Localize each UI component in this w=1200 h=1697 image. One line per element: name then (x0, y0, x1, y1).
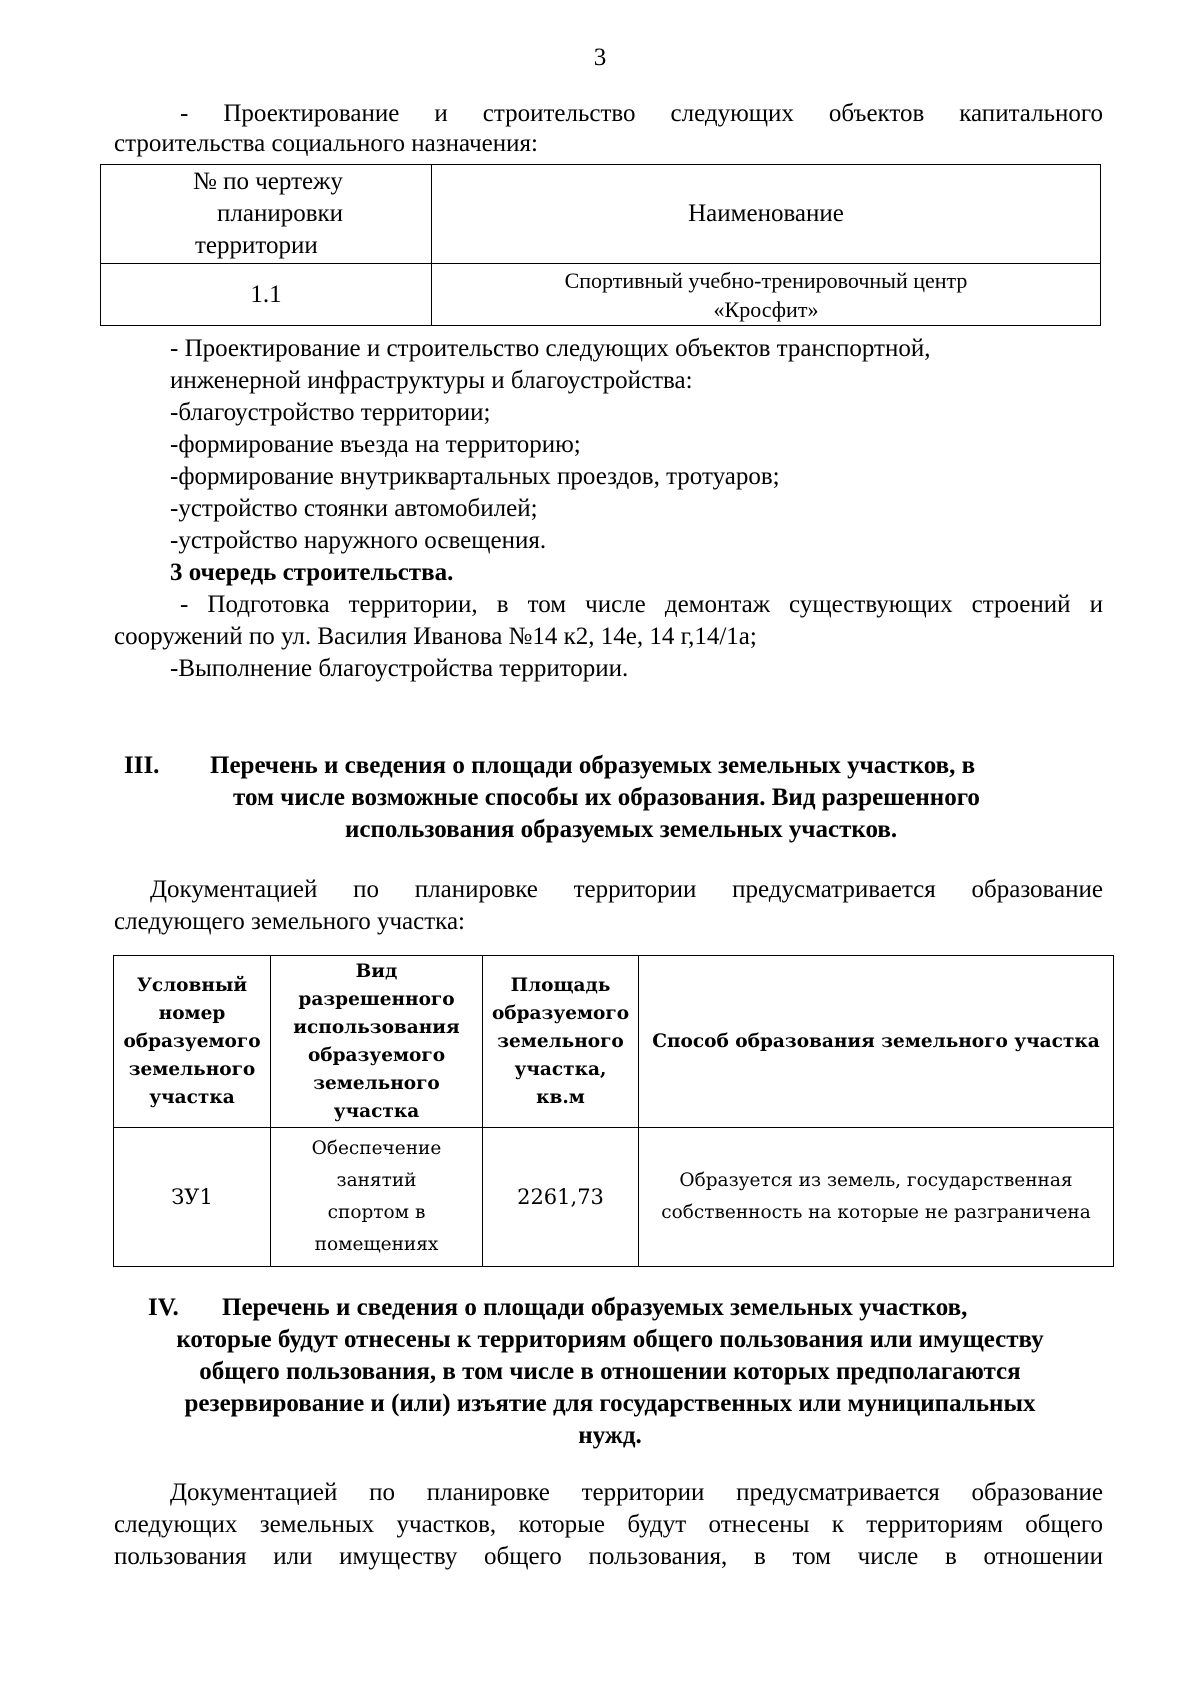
list-item: -благоустройство территории; (170, 399, 491, 426)
header-col1-line: № по чертежу (193, 168, 343, 195)
cell-permitted-use (271, 1128, 483, 1267)
list-item: - Проектирование и строительство следующих объектов транспортной, (170, 335, 931, 362)
section4-paragraph-line: пользования или имуществу общего пользования, в том числе в отношении (114, 1543, 1103, 1570)
list-item: инженерной инфраструктуры и благоустройства: (170, 367, 693, 394)
land-plots-table-header (114, 956, 1114, 1128)
objects-table-row (101, 264, 1101, 326)
cell-name-line: «Кросфит» (713, 296, 819, 322)
header-permitted-use (271, 956, 483, 1128)
intro-line-2: строительства социального назначения: (114, 130, 538, 157)
header-line: образуемого (307, 1044, 446, 1066)
cell-name (432, 264, 1101, 326)
section3-title-line: использования образуемых земельных участков. (345, 816, 898, 843)
header-line: участка (333, 1100, 420, 1122)
header-drawing-number (101, 165, 432, 264)
header-line: Условный (136, 974, 248, 996)
stage3-paragraph-line-2: сооружений по ул. Василия Иванова №14 к2, 14е, 14 г,14/1а; (114, 623, 757, 650)
header-col1-line: территории (195, 232, 318, 259)
cell-line: собственность на которые не разграничена (661, 1202, 1091, 1223)
stage3-paragraph-2: -Выполнение благоустройства территории. (170, 655, 629, 682)
cell-line: занятий (336, 1170, 417, 1191)
header-line: кв.м (536, 1086, 585, 1108)
section4-title-line-1: Перечень и сведения о площади образуемых земельных участков, (222, 1294, 968, 1321)
section3-paragraph-line-2: следующего земельного участка: (114, 908, 465, 935)
cell-line: помещениях (314, 1234, 439, 1255)
header-line: Площадь (510, 974, 611, 996)
header-plot-number (114, 956, 271, 1128)
land-plots-table (113, 955, 1114, 1267)
cell-area: 2261,73 (483, 1128, 639, 1267)
objects-table-header (101, 165, 1101, 264)
cell-line: спортом в (327, 1202, 426, 1223)
header-method (639, 956, 1114, 1128)
header-line: земельного (497, 1030, 624, 1052)
header-line: разрешенного (298, 988, 455, 1010)
header-col1-line: планировки (217, 200, 344, 227)
list-item: -устройство стоянки автомобилей; (170, 495, 538, 522)
header-name: Наименование (432, 165, 1101, 264)
section4-title-line: которые будут отнесены к территориям общего пользования или имуществу (176, 1326, 1044, 1353)
header-line: образуемого (491, 1002, 630, 1024)
cell-number: 1.1 (101, 264, 432, 326)
section4-paragraph-line: Документацией по планировке территории предусматривается образование (170, 1479, 1103, 1506)
section4-title-line: общего пользования, в том числе в отношении которых предполагаются (199, 1358, 1021, 1385)
header-line: участка, (514, 1058, 607, 1080)
cell-line: Образуется из земель, государственная (679, 1170, 1073, 1191)
header-line: земельного (128, 1058, 256, 1080)
list-item: -формирование внутриквартальных проездов, тротуаров; (170, 463, 780, 490)
section3-title-line: Перечень и сведения о площади образуемых земельных участков, в (210, 752, 976, 779)
objects-table (100, 164, 1101, 326)
list-item: -формирование въезда на территорию; (170, 431, 581, 458)
header-line: образуемого (123, 1030, 261, 1052)
header-line: Способ образования земельного участка (652, 1030, 1100, 1052)
stage3-paragraph-line-1: - Подготовка территории, в том числе демонтаж существующих строений и (180, 591, 1103, 618)
header-line: участка (149, 1086, 235, 1108)
intro-line-1: - Проектирование и строительство следующих объектов капитального (180, 100, 1103, 127)
section4-title-line: нужд. (578, 1422, 642, 1449)
header-line: земельного (313, 1072, 440, 1094)
section4-title-line: резервирование и (или) изъятие для государственных или муниципальных (184, 1390, 1036, 1417)
header-area (483, 956, 639, 1128)
header-line: номер (158, 1002, 226, 1024)
cell-method (639, 1128, 1114, 1267)
cell-plot-id: ЗУ1 (114, 1128, 271, 1267)
land-plots-table-row (114, 1128, 1114, 1267)
cell-line: Обеспечение (311, 1138, 442, 1159)
section4-paragraph-line: следующих земельных участков, которые будут отнесены к территориям общего (114, 1511, 1103, 1538)
section3-title-line: том числе возможные способы их образования. Вид разрешенного (233, 784, 980, 811)
section3-paragraph-line-1: Документацией по планировке территории предусматривается образование (150, 876, 1103, 903)
section3-numeral: III. (124, 752, 160, 779)
list-item: -устройство наружного освещения. (170, 527, 547, 554)
cell-name-line: Спортивный учебно-тренировочный центр (564, 267, 968, 293)
header-line: использования (293, 1016, 460, 1038)
header-line: Вид (355, 960, 398, 982)
page-number: 3 (593, 44, 607, 71)
section4-numeral: IV. (148, 1294, 179, 1321)
stage3-title: 3 очередь строительства. (170, 559, 454, 586)
